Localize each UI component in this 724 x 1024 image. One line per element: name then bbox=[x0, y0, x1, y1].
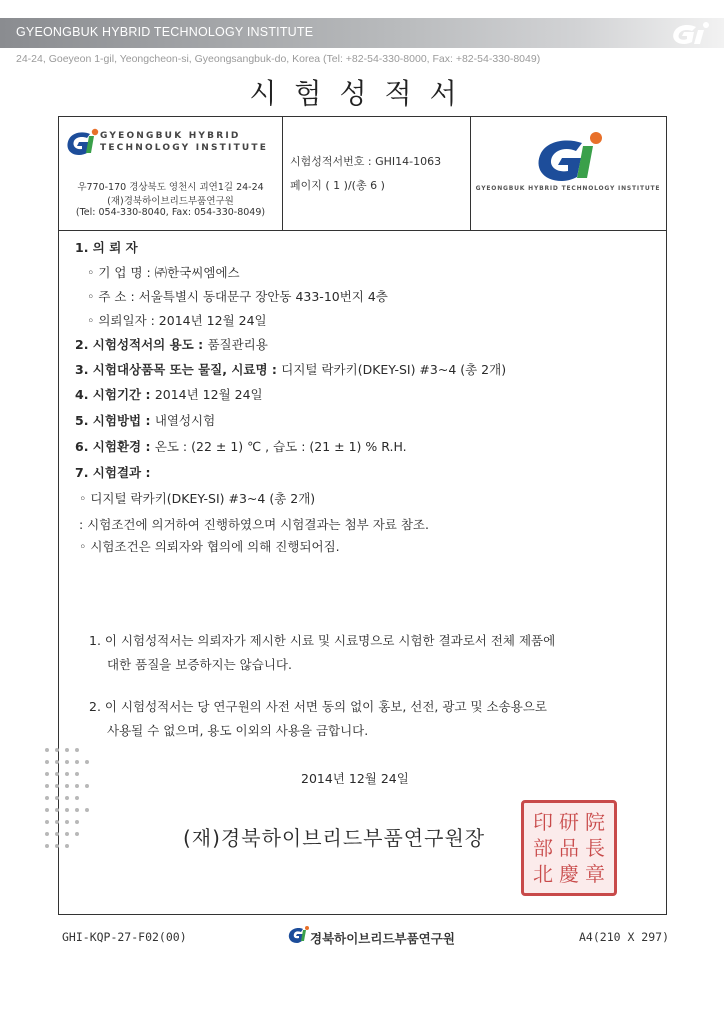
institute-name-kr: (재)경북하이브리드부품연구원 bbox=[107, 196, 234, 207]
institute-name-en-line2: TECHNOLOGY INSTITUTE bbox=[100, 143, 269, 153]
gi-logo-icon bbox=[63, 127, 99, 159]
gi-logo-icon bbox=[287, 925, 309, 945]
official-seal bbox=[521, 800, 617, 896]
decorative-dots bbox=[42, 745, 92, 865]
institute-name-en-line1: GYEONGBUK HYBRID bbox=[100, 131, 241, 141]
section-3 bbox=[75, 360, 506, 378]
header-report-meta bbox=[282, 117, 471, 230]
notice-1-line-1: 1. 이 시험성적서는 의뢰자가 제시한 시료 및 시료명으로 시험한 결과로서 전체 제품에 bbox=[89, 633, 556, 648]
banner-institute-name: GYEONGBUK HYBRID TECHNOLOGY INSTITUTE bbox=[16, 25, 314, 39]
section-2-value: 품질관리용 bbox=[207, 337, 268, 352]
section-3-label: 3. 시험대상품목 또는 물질, 시료명 : bbox=[75, 362, 282, 377]
report-number: 시험성적서번호 : GHI14-1063 bbox=[290, 155, 442, 168]
notice-1-line-2: 대한 품질을 보증하지는 않습니다. bbox=[107, 657, 292, 672]
section-6 bbox=[75, 437, 407, 455]
section-7-title: 7. 시험결과 : bbox=[75, 465, 151, 480]
section-3-value: 디지털 락카키(DKEY-SI) #3~4 (총 2개) bbox=[281, 362, 507, 377]
section-1-title: 1. 의 뢰 자 bbox=[75, 240, 138, 255]
institute-address-kr: 우770-170 경상북도 영천시 괴연1길 24-24 bbox=[77, 182, 264, 193]
result-item: ◦ 디지털 락카키(DKEY-SI) #3~4 (총 2개) bbox=[79, 491, 316, 506]
gi-logo-icon bbox=[646, 20, 716, 48]
notice-2-line-2: 사용될 수 없으며, 용도 이외의 사용을 금합니다. bbox=[107, 723, 369, 738]
section-5 bbox=[75, 411, 215, 429]
result-note-2: ◦ 시험조건은 의뢰자와 협의에 의해 진행되어짐. bbox=[79, 539, 340, 554]
gi-logo-icon bbox=[530, 129, 606, 187]
institute-contact: (Tel: 054-330-8040, Fax: 054-330-8049) bbox=[75, 207, 266, 218]
section-2-label: 2. 시험성적서의 용도 : bbox=[75, 337, 208, 352]
institute-name-en-small: GYEONGBUK HYBRID TECHNOLOGY INSTITUTE bbox=[475, 185, 661, 192]
report-header bbox=[59, 117, 666, 231]
section-6-label: 6. 시험환경 : bbox=[75, 439, 155, 454]
result-note-1: : 시험조건에 의거하여 진행하였으며 시험결과는 첨부 자료 참조. bbox=[79, 517, 429, 532]
institute-name-en bbox=[100, 130, 268, 154]
notice-2-line-1: 2. 이 시험성적서는 당 연구원의 사전 서면 동의 없이 홍보, 선전, 광고 및 소송용으로 bbox=[89, 699, 547, 714]
issue-date: 2014년 12월 24일 bbox=[301, 771, 409, 786]
banner-address: 24-24, Goeyeon 1-gil, Yeongcheon-si, Gyeongsangbuk-do, Korea (Tel: +82-54-330-8000, Fax: +82-54-330-8049) bbox=[16, 53, 541, 65]
paper-size: A4(210 X 297) bbox=[579, 930, 670, 944]
section-5-label: 5. 시험방법 : bbox=[75, 413, 155, 428]
top-banner bbox=[0, 18, 724, 48]
client-address: ◦ 주 소 : 서울특별시 동대문구 장안동 433-10번지 4층 bbox=[87, 289, 388, 304]
section-4-value: 2014년 12월 24일 bbox=[154, 387, 263, 402]
section-5-value: 내열성시험 bbox=[154, 413, 216, 428]
report-frame bbox=[58, 116, 667, 915]
section-4 bbox=[75, 385, 263, 403]
footer-institute-name: 경북하이브리드부품연구원 bbox=[310, 931, 455, 946]
signatory-name: (재)경북하이브리드부품연구원장 bbox=[183, 826, 486, 850]
header-logo-cell bbox=[470, 117, 666, 230]
client-company: ◦ 기 업 명 : ㈜한국씨엠에스 bbox=[87, 265, 240, 280]
section-2 bbox=[75, 335, 268, 353]
page-indicator: 페이지 ( 1 )/(총 6 ) bbox=[290, 179, 385, 192]
header-institute-info bbox=[59, 117, 283, 230]
section-4-label: 4. 시험기간 : bbox=[75, 387, 155, 402]
request-date: ◦ 의뢰일자 : 2014년 12월 24일 bbox=[87, 313, 267, 328]
document-title: 시험성적서 bbox=[249, 77, 475, 110]
seal-pattern: 印 研 院 部 品 長 北 慶 章 bbox=[533, 810, 605, 886]
section-6-value: 온도 : (22 ± 1) ℃ , 습도 : (21 ± 1) % R.H. bbox=[154, 439, 407, 454]
form-code: GHI-KQP-27-F02(00) bbox=[62, 930, 187, 944]
